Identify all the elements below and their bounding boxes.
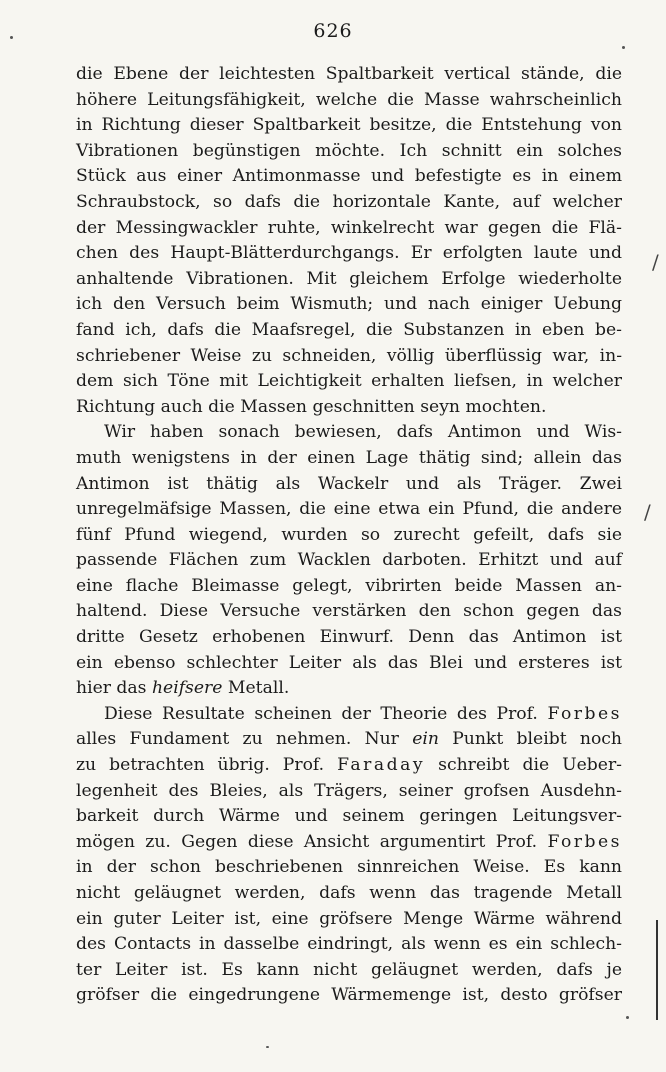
text-line: legenheit des Bleies, als Trägers, seiner grofsen Ausdehn-	[76, 780, 622, 801]
text-line	[76, 753, 622, 779]
paragraph-end-line	[76, 676, 622, 702]
text-line: nicht geläugnet werden, dafs wenn das tragende Metall	[76, 883, 622, 903]
text-line: dritte Gesetz erhobenen Einwurf. Denn das Antimon ist	[76, 627, 622, 648]
text-line: barkeit durch Wärme und seinem geringen Leitungsver-	[76, 806, 622, 827]
author-name: Faraday	[337, 755, 426, 776]
emphasis-text: heifsere	[151, 678, 223, 699]
scan-speck	[626, 1016, 629, 1019]
page-number: 626	[313, 20, 353, 42]
page-edge-shadow	[656, 920, 658, 1020]
text-line: unregelmäfsige Massen, die eine etwa ein Pfund, die andere	[76, 499, 622, 520]
text-run: hier das	[76, 678, 152, 699]
paragraph-end-line: Richtung auch die Massen geschnitten seyn mochten.	[76, 396, 547, 417]
text-line: eine flache Bleimasse gelegt, vibrirten beide Massen an-	[76, 575, 622, 596]
text-line: passende Flächen zum Wacklen darboten. Erhitzt und auf	[76, 550, 622, 571]
text-line: Stück aus einer Antimonmasse und befestigte es in einem	[76, 166, 622, 187]
text-line: Schraubstock, so dafs die horizontale Kante, auf welcher	[76, 191, 622, 212]
text-line: in der schon beschriebenen sinnreichen Weise. Es kann	[76, 857, 622, 878]
scan-speck	[622, 46, 625, 49]
text-line: die Ebene der leichtesten Spaltbarkeit vertical stände, die	[76, 64, 622, 84]
text-line: Antimon ist thätig als Wackelr und als Träger. Zwei	[76, 473, 622, 494]
text-line: muth wenigstens in der einen Lage thätig sind; allein das	[76, 447, 622, 468]
text-run: alles Fundament zu nehmen. Nur	[76, 729, 413, 750]
text-line: chen des Haupt-Blätterdurchgangs. Er erfolgten laute und	[76, 243, 622, 264]
paragraph-start-line: Wir haben sonach bewiesen, dafs Antimon und Wis-	[104, 422, 622, 443]
text-line: dem sich Töne mit Leichtigkeit erhalten liefsen, in welcher	[76, 371, 622, 392]
text-line: haltend. Diese Versuche verstärken den schon gegen das	[76, 601, 622, 622]
text-line: ich den Versuch beim Wismuth; und nach einiger Uebung	[76, 294, 622, 315]
paragraph-start-line	[76, 702, 622, 728]
text-run: Metall.	[222, 678, 290, 699]
text-line: ter Leiter ist. Es kann nicht geläugnet werden, dafs je	[76, 959, 622, 980]
text-line: ein guter Leiter ist, eine gröfsere Menge Wärme während	[76, 908, 622, 929]
emphasis-text: ein	[412, 729, 439, 750]
author-name: Forbes	[547, 703, 622, 724]
margin-mark-icon: /	[644, 500, 651, 524]
text-line: Vibrationen begünstigen möchte. Ich schnitt ein solches	[76, 140, 622, 161]
body-text	[76, 62, 622, 1009]
text-run: Diese Resultate scheinen der Theorie des Prof.	[104, 703, 548, 724]
text-line: der Messingwackler ruhte, winkelrecht war gegen die Flä-	[76, 217, 622, 238]
text-line: höhere Leitungsfähigkeit, welche die Masse wahrscheinlich	[76, 89, 622, 110]
text-line: fünf Pfund wiegend, wurden so zurecht gefeilt, dafs sie	[76, 524, 622, 545]
text-run: schreibt die Ueber-	[425, 755, 622, 776]
text-line: in Richtung dieser Spaltbarkeit besitze, die Entstehung von	[76, 115, 622, 136]
text-line	[76, 727, 622, 753]
text-line: ein ebenso schlechter Leiter als das Blei und ersteres ist	[76, 652, 622, 673]
text-run: mögen zu. Gegen diese Ansicht argumentirt Prof.	[76, 831, 548, 852]
text-line: fand ich, dafs die Maafsregel, die Substanzen in eben be-	[76, 319, 622, 340]
text-line: anhaltende Vibrationen. Mit gleichem Erfolge wiederholte	[76, 268, 622, 289]
text-line: des Contacts in dasselbe eindringt, als wenn es ein schlech-	[76, 934, 622, 955]
scan-speck	[266, 1046, 269, 1048]
text-run: Punkt bleibt noch	[438, 729, 623, 750]
text-line: schriebener Weise zu schneiden, völlig überflüssig war, in-	[76, 345, 622, 366]
text-run: zu betrachten übrig. Prof.	[76, 755, 338, 776]
author-name: Forbes	[547, 831, 622, 852]
text-line	[76, 830, 622, 856]
scan-speck	[10, 36, 13, 39]
text-line: gröfser die eingedrungene Wärmemenge ist, desto gröfser	[76, 985, 622, 1006]
margin-mark-icon: /	[652, 250, 659, 274]
